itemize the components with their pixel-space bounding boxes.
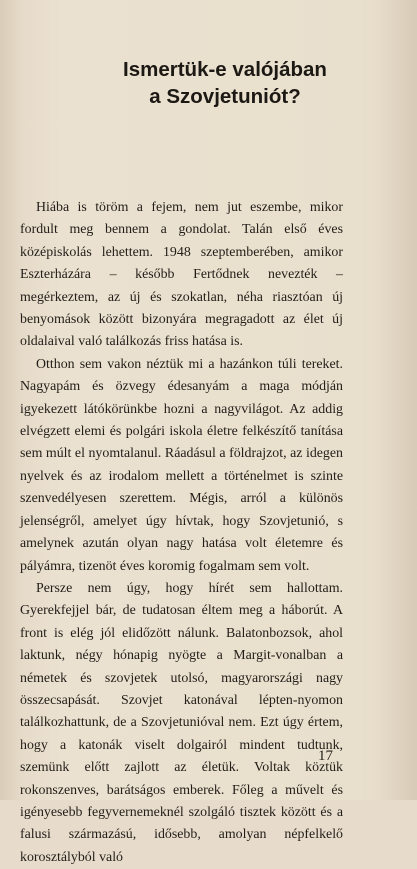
page-number: 17 xyxy=(318,748,333,764)
body-text xyxy=(20,197,343,869)
paragraph: Hiába is töröm a fejem, nem jut eszembe, mikor fordult meg bennem a gondolat. Talán első éves középiskolás lehettem. 1948 szeptemberében, amikor Eszterházára – később Fertődnek nevezték – megérkeztem, az új és szokatlan, néha riasztóan új benyomások között bizonyára megragadott az élet új oldalaival való találkozás friss hatása is. xyxy=(20,200,343,350)
chapter-title-line-2: a Szovjetuniót? xyxy=(149,85,301,108)
paragraph: Otthon sem vakon néztük mi a hazánkon túli tereket. Nagyapám és özvegy édesanyám a maga módján igyekezett látókörünkbe hozni a nagyvilágot. Az addig elvégzett elemi és polgári iskola életre felkészítő tanítása sem múlt el nyomtalanul. Ráadásul a földrajzot, az idegen nyelvek és az irodalom mellett a történelmet is szinte szenvedélyesen szerettem. Mégis, arról a különös jelenségről, amelyet úgy hívtak, hogy Szovjetunió, s amelynek azután olyan nagy hatása volt életemre és pályámra, tizenöt éves koromig fogalmam sem volt. xyxy=(20,356,343,574)
chapter-title-line-1: Ismertük-e valójában xyxy=(123,58,327,81)
chapter-title xyxy=(60,56,390,110)
paragraph: Persze nem úgy, hogy hírét sem hallottam. Gyerekfejjel bár, de tudatosan éltem meg a háborút. A front is elég jól elidőzött nálunk. Balatonbozsok, ahol laktunk, négy hónapig nyögte a Margit-vonalban a németek és szovjetek utolsó, magyarországi nagy összecsapását. Szovjet katonával lépten-nyomon találkozhattunk, de a Szovjetunióval nem. Ezt úgy értem, hogy a katonák viselt dolgairól mindent tudtunk, szemünk előtt zajlott az életük. Voltak köztük rokonszenves, barátságos emberek. Főleg a művelt és igényesebb fegyvernemeknél szolgáló tisztek között és a falusi származású, idősebb, amolyan népfelkelő korosztályból való xyxy=(20,580,343,865)
page-edge-shadow xyxy=(377,0,417,800)
